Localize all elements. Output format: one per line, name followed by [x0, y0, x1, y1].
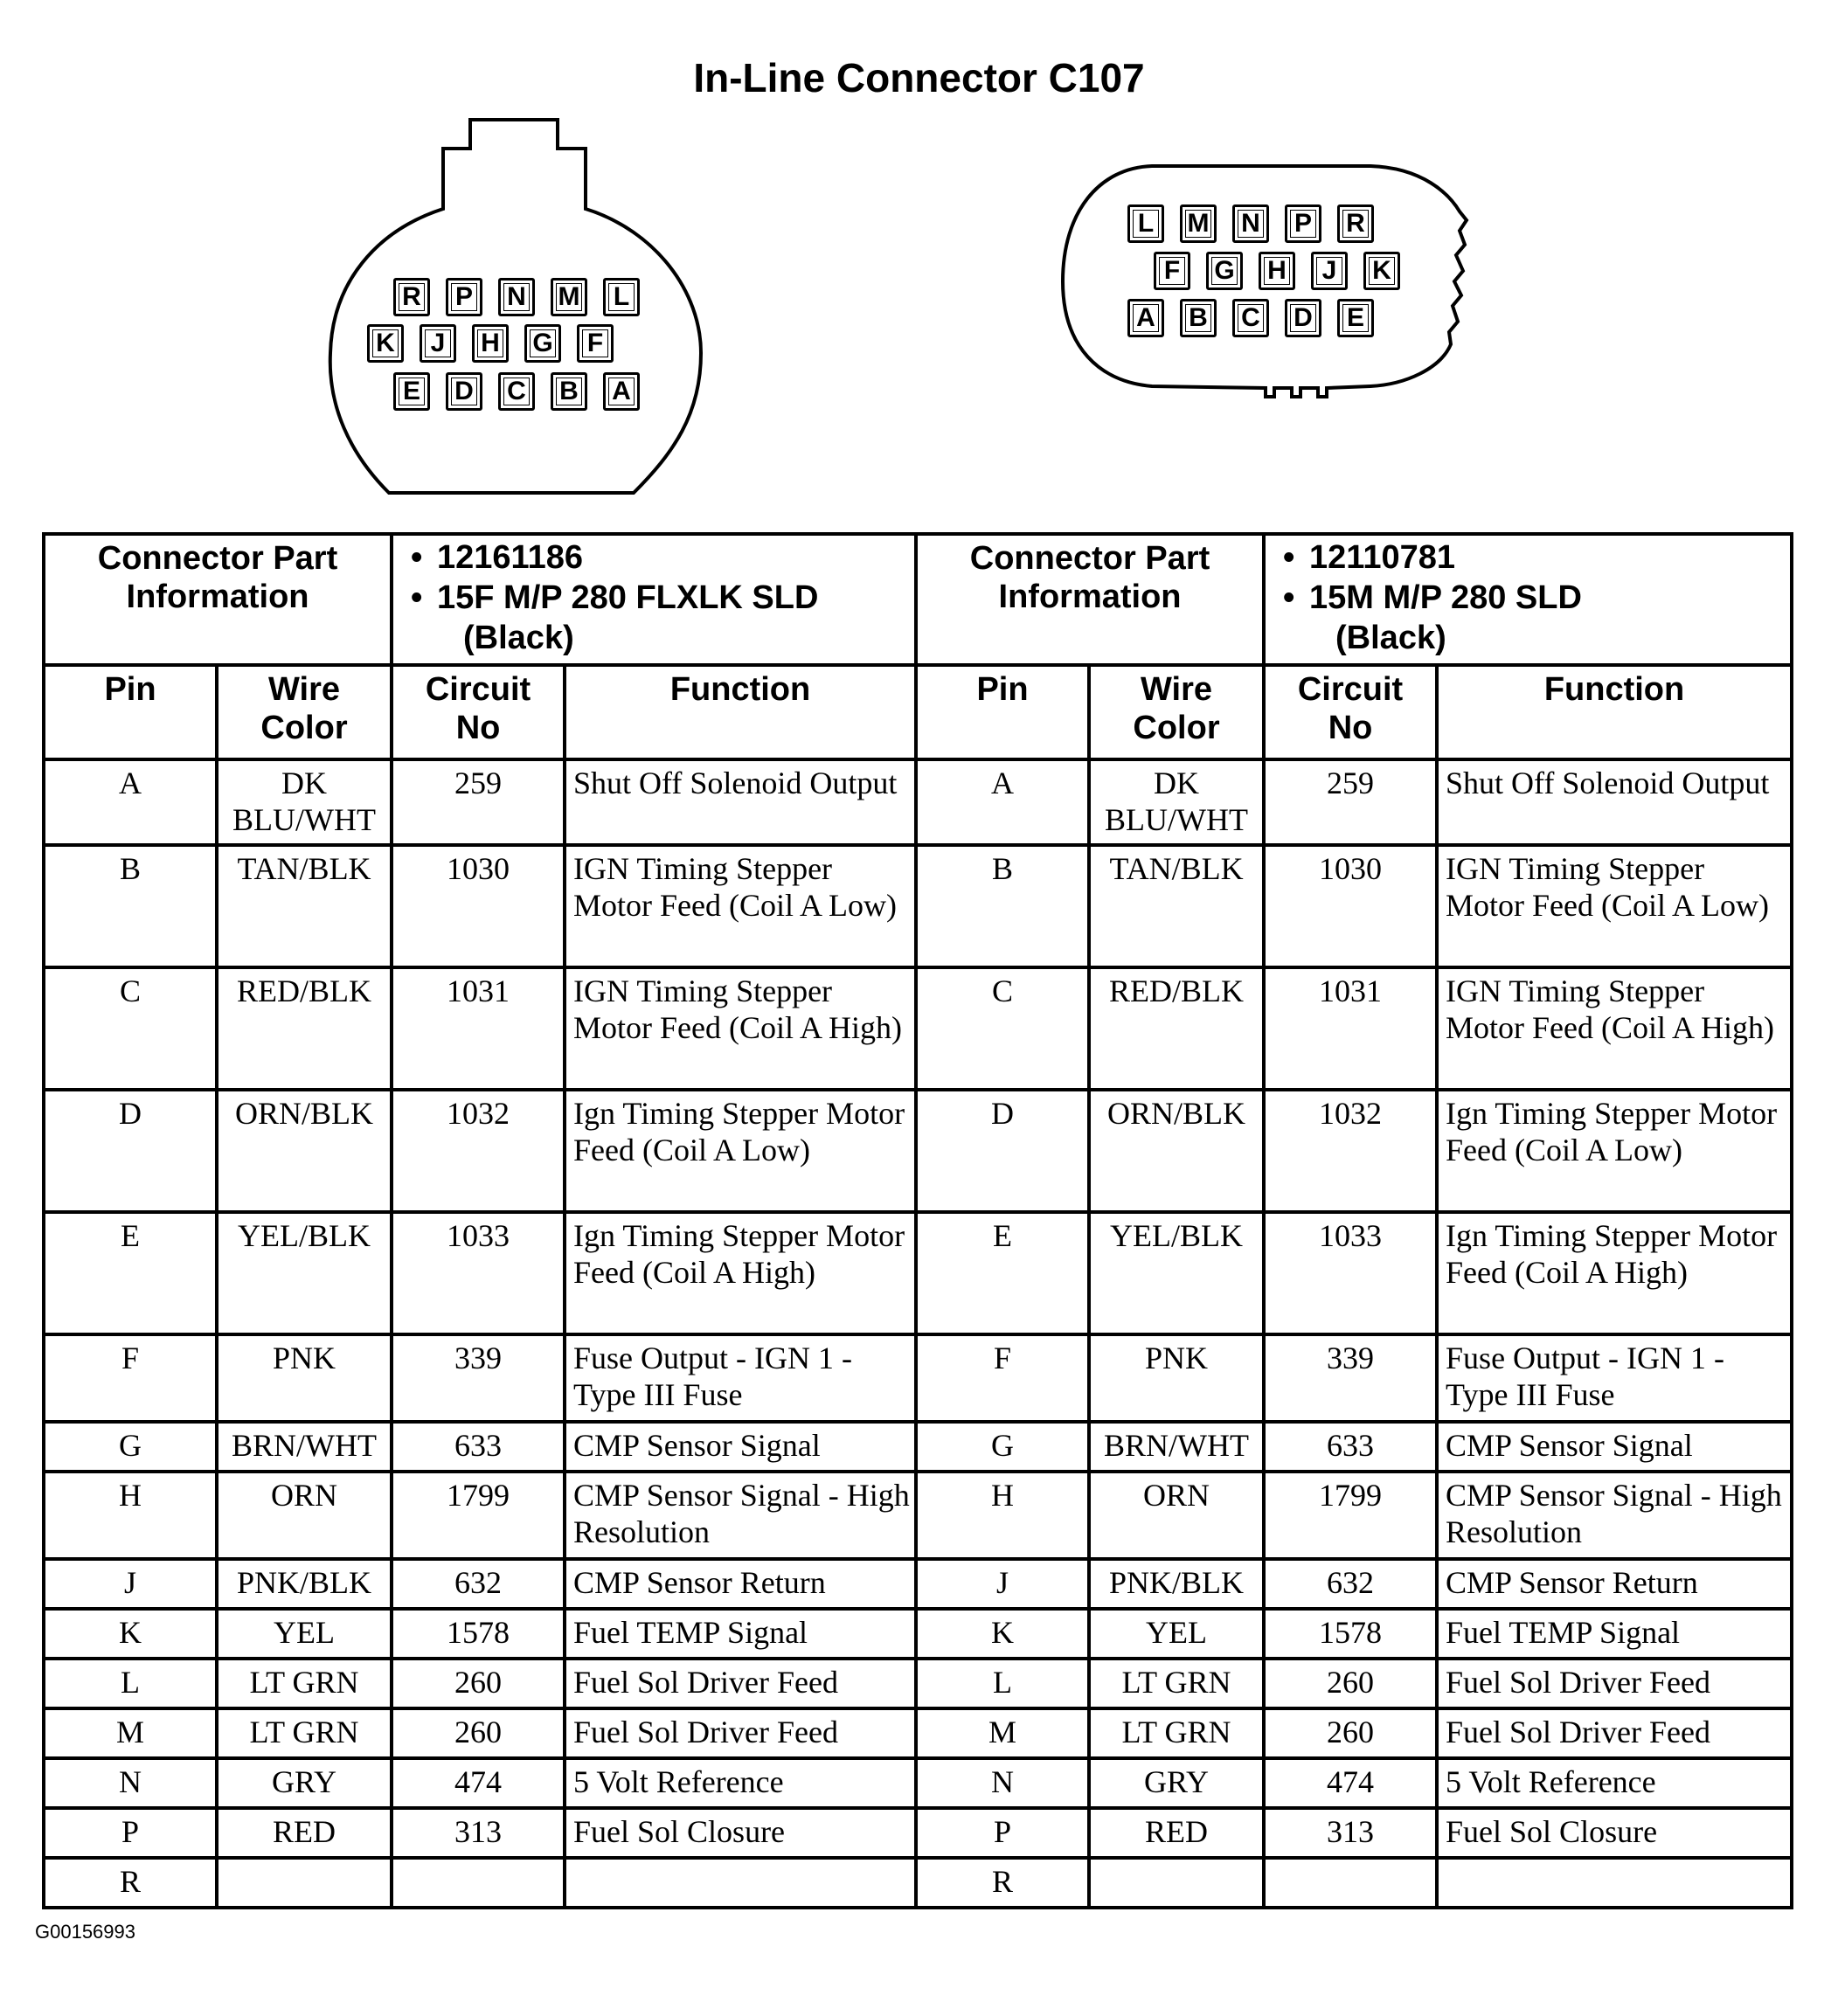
- right-function-cell: Fuel Sol Closure: [1437, 1808, 1792, 1858]
- right-pin-b: B: [1180, 299, 1217, 337]
- right-circuit-cell: 1031: [1264, 967, 1437, 1090]
- header-pin: Pin: [916, 665, 1089, 759]
- right-function-cell: Ign Timing Stepper Motor Feed (Coil A High): [1437, 1212, 1792, 1334]
- part-label-line1: Connector Part: [969, 540, 1210, 577]
- left-pin-l: L: [603, 278, 640, 316]
- left-circuit-cell: 339: [392, 1334, 565, 1422]
- left-function-cell: Fuel Sol Driver Feed: [565, 1708, 916, 1758]
- table-row: [44, 1472, 1792, 1559]
- right-function-cell: Fuse Output - IGN 1 - Type III Fuse: [1437, 1334, 1792, 1422]
- table-row: [44, 1858, 1792, 1908]
- right-wire-cell: PNK: [1089, 1334, 1264, 1422]
- left-part-info: [392, 534, 916, 665]
- left-pin-cell: J: [44, 1559, 217, 1609]
- right-wire-cell: ORN: [1089, 1472, 1264, 1559]
- table-row: [44, 1212, 1792, 1334]
- right-pin-cell: N: [916, 1758, 1089, 1808]
- header-wire-color: Wire Color: [217, 665, 392, 759]
- left-wire-cell: PNK: [217, 1334, 392, 1422]
- right-circuit-cell: 260: [1264, 1659, 1437, 1708]
- header-pin: Pin: [44, 665, 217, 759]
- table-row: [44, 1758, 1792, 1808]
- left-wire-cell: ORN: [217, 1472, 392, 1559]
- right-wire-cell: RED: [1089, 1808, 1264, 1858]
- left-wire-cell: LT GRN: [217, 1708, 392, 1758]
- header-wire-color: Wire Color: [1089, 665, 1264, 759]
- left-wire-cell: GRY: [217, 1758, 392, 1808]
- table-row: [44, 1659, 1792, 1708]
- right-pin-f: F: [1154, 252, 1190, 290]
- left-pin-e: E: [393, 372, 430, 411]
- right-pin-cell: J: [916, 1559, 1089, 1609]
- left-part-color: (Black): [463, 620, 574, 656]
- right-pin-k: K: [1363, 252, 1400, 290]
- right-circuit-cell: 633: [1264, 1422, 1437, 1472]
- left-circuit-cell: 1799: [392, 1472, 565, 1559]
- table-row: [44, 845, 1792, 967]
- left-part-desc: • 15F M/P 280 FLXLK SLD: [437, 578, 914, 618]
- left-pin-cell: A: [44, 759, 217, 845]
- left-part-number: • 12161186: [437, 537, 914, 578]
- right-pin-cell: D: [916, 1090, 1089, 1212]
- header-function: Function: [565, 665, 916, 759]
- left-function-cell: Fuse Output - IGN 1 - Type III Fuse: [565, 1334, 916, 1422]
- right-pin-n: N: [1232, 204, 1269, 243]
- part-label-line2: Information: [998, 578, 1182, 615]
- left-wire-cell: BRN/WHT: [217, 1422, 392, 1472]
- left-circuit-cell: 260: [392, 1708, 565, 1758]
- table-row: [44, 1422, 1792, 1472]
- right-pin-cell: H: [916, 1472, 1089, 1559]
- left-function-cell: Fuel Sol Closure: [565, 1808, 916, 1858]
- right-circuit-cell: 632: [1264, 1559, 1437, 1609]
- left-wire-cell: ORN/BLK: [217, 1090, 392, 1212]
- right-pin-a: A: [1127, 299, 1164, 337]
- left-wire-cell: DK BLU/WHT: [217, 759, 392, 845]
- left-pin-cell: M: [44, 1708, 217, 1758]
- table-row: [44, 1559, 1792, 1609]
- right-function-cell: CMP Sensor Return: [1437, 1559, 1792, 1609]
- left-pin-d: D: [446, 372, 482, 411]
- header-function: Function: [1437, 665, 1792, 759]
- right-function-cell: Ign Timing Stepper Motor Feed (Coil A Low): [1437, 1090, 1792, 1212]
- header-circuit-no: Circuit No: [392, 665, 565, 759]
- right-circuit-cell: 339: [1264, 1334, 1437, 1422]
- left-circuit-cell: 474: [392, 1758, 565, 1808]
- right-function-cell: Fuel TEMP Signal: [1437, 1609, 1792, 1659]
- right-circuit-cell: 1032: [1264, 1090, 1437, 1212]
- right-pin-j: J: [1311, 252, 1348, 290]
- left-wire-cell: RED/BLK: [217, 967, 392, 1090]
- left-connector-diagram: [323, 117, 708, 498]
- header-circuit-no: Circuit No: [1264, 665, 1437, 759]
- left-function-cell: 5 Volt Reference: [565, 1758, 916, 1808]
- right-pin-m: M: [1180, 204, 1217, 243]
- left-function-cell: CMP Sensor Signal - High Resolution: [565, 1472, 916, 1559]
- left-pin-m: M: [551, 278, 587, 316]
- left-function-cell: IGN Timing Stepper Motor Feed (Coil A Low): [565, 845, 916, 967]
- left-pin-cell: C: [44, 967, 217, 1090]
- right-wire-cell: YEL/BLK: [1089, 1212, 1264, 1334]
- right-pin-cell: A: [916, 759, 1089, 845]
- left-pin-cell: K: [44, 1609, 217, 1659]
- right-wire-cell: GRY: [1089, 1758, 1264, 1808]
- right-circuit-cell: 1578: [1264, 1609, 1437, 1659]
- left-pin-h: H: [472, 324, 509, 363]
- right-wire-cell: LT GRN: [1089, 1708, 1264, 1758]
- table-row: [44, 1334, 1792, 1422]
- right-pin-cell: G: [916, 1422, 1089, 1472]
- left-circuit-cell: 1032: [392, 1090, 565, 1212]
- right-pin-p: P: [1285, 204, 1321, 243]
- right-wire-cell: ORN/BLK: [1089, 1090, 1264, 1212]
- left-circuit-cell: 1031: [392, 967, 565, 1090]
- column-header-row: [44, 665, 1792, 759]
- left-circuit-cell: 259: [392, 759, 565, 845]
- left-pin-cell: N: [44, 1758, 217, 1808]
- left-function-cell: IGN Timing Stepper Motor Feed (Coil A High): [565, 967, 916, 1090]
- right-pin-cell: L: [916, 1659, 1089, 1708]
- left-pin-c: C: [498, 372, 535, 411]
- right-function-cell: [1437, 1858, 1792, 1908]
- left-pin-n: N: [498, 278, 535, 316]
- left-function-cell: CMP Sensor Signal: [565, 1422, 916, 1472]
- table-row: [44, 1708, 1792, 1758]
- left-pin-b: B: [551, 372, 587, 411]
- left-circuit-cell: 632: [392, 1559, 565, 1609]
- figure-code: G00156993: [35, 1921, 135, 1943]
- right-pin-cell: F: [916, 1334, 1089, 1422]
- left-pin-p: P: [446, 278, 482, 316]
- left-function-cell: Fuel Sol Driver Feed: [565, 1659, 916, 1708]
- table-row: [44, 1090, 1792, 1212]
- left-circuit-cell: 633: [392, 1422, 565, 1472]
- left-wire-cell: YEL/BLK: [217, 1212, 392, 1334]
- right-pin-cell: K: [916, 1609, 1089, 1659]
- table-row: [44, 759, 1792, 845]
- left-pin-cell: H: [44, 1472, 217, 1559]
- left-pin-cell: G: [44, 1422, 217, 1472]
- left-pin-cell: P: [44, 1808, 217, 1858]
- diagram-title: In-Line Connector C107: [693, 55, 1145, 100]
- right-function-cell: Shut Off Solenoid Output: [1437, 759, 1792, 845]
- right-circuit-cell: 1033: [1264, 1212, 1437, 1334]
- right-pin-e: E: [1337, 299, 1374, 337]
- right-pin-cell: P: [916, 1808, 1089, 1858]
- left-function-cell: CMP Sensor Return: [565, 1559, 916, 1609]
- right-pin-cell: R: [916, 1858, 1089, 1908]
- right-wire-cell: PNK/BLK: [1089, 1559, 1264, 1609]
- right-pin-cell: E: [916, 1212, 1089, 1334]
- left-wire-cell: YEL: [217, 1609, 392, 1659]
- right-part-label: [916, 534, 1264, 665]
- left-pin-cell: F: [44, 1334, 217, 1422]
- left-circuit-cell: 1030: [392, 845, 565, 967]
- right-pin-l: L: [1127, 204, 1164, 243]
- right-wire-cell: TAN/BLK: [1089, 845, 1264, 967]
- right-pin-c: C: [1232, 299, 1269, 337]
- left-wire-cell: RED: [217, 1808, 392, 1858]
- right-wire-cell: DK BLU/WHT: [1089, 759, 1264, 845]
- right-pin-cell: B: [916, 845, 1089, 967]
- left-function-cell: Ign Timing Stepper Motor Feed (Coil A High): [565, 1212, 916, 1334]
- right-circuit-cell: 474: [1264, 1758, 1437, 1808]
- right-wire-cell: RED/BLK: [1089, 967, 1264, 1090]
- part-info-row: [44, 534, 1792, 665]
- right-function-cell: CMP Sensor Signal - High Resolution: [1437, 1472, 1792, 1559]
- right-pin-cell: C: [916, 967, 1089, 1090]
- right-pin-g: G: [1206, 252, 1243, 290]
- right-part-info: [1264, 534, 1792, 665]
- right-circuit-cell: 1799: [1264, 1472, 1437, 1559]
- right-pin-cell: M: [916, 1708, 1089, 1758]
- right-pin-r: R: [1337, 204, 1374, 243]
- right-connector-diagram: [1056, 159, 1475, 411]
- table-row: [44, 967, 1792, 1090]
- left-circuit-cell: 1578: [392, 1609, 565, 1659]
- right-pin-d: D: [1285, 299, 1321, 337]
- left-wire-cell: TAN/BLK: [217, 845, 392, 967]
- left-wire-cell: LT GRN: [217, 1659, 392, 1708]
- left-circuit-cell: 313: [392, 1808, 565, 1858]
- left-pin-r: R: [393, 278, 430, 316]
- right-function-cell: CMP Sensor Signal: [1437, 1422, 1792, 1472]
- right-function-cell: IGN Timing Stepper Motor Feed (Coil A High): [1437, 967, 1792, 1090]
- right-circuit-cell: 1030: [1264, 845, 1437, 967]
- right-function-cell: Fuel Sol Driver Feed: [1437, 1708, 1792, 1758]
- left-function-cell: Fuel TEMP Signal: [565, 1609, 916, 1659]
- left-pin-k: K: [367, 324, 404, 363]
- left-wire-cell: PNK/BLK: [217, 1559, 392, 1609]
- left-circuit-cell: [392, 1858, 565, 1908]
- left-function-cell: Ign Timing Stepper Motor Feed (Coil A Low): [565, 1090, 916, 1212]
- right-function-cell: 5 Volt Reference: [1437, 1758, 1792, 1808]
- right-circuit-cell: [1264, 1858, 1437, 1908]
- right-circuit-cell: 260: [1264, 1708, 1437, 1758]
- left-pin-cell: L: [44, 1659, 217, 1708]
- right-pin-h: H: [1259, 252, 1295, 290]
- left-circuit-cell: 260: [392, 1659, 565, 1708]
- table-row: [44, 1808, 1792, 1858]
- left-pin-f: F: [577, 324, 614, 363]
- part-label-line1: Connector Part: [97, 540, 338, 577]
- left-part-label: [44, 534, 392, 665]
- right-part-desc: • 15M M/P 280 SLD: [1309, 578, 1790, 618]
- left-pin-j: J: [420, 324, 456, 363]
- right-part-color: (Black): [1335, 620, 1446, 656]
- right-wire-cell: LT GRN: [1089, 1659, 1264, 1708]
- connector-pinout-table: [42, 532, 1793, 1909]
- right-part-number: • 12110781: [1309, 537, 1790, 578]
- table-row: [44, 1609, 1792, 1659]
- left-pin-g: G: [524, 324, 561, 363]
- right-circuit-cell: 259: [1264, 759, 1437, 845]
- right-wire-cell: YEL: [1089, 1609, 1264, 1659]
- right-wire-cell: BRN/WHT: [1089, 1422, 1264, 1472]
- left-pin-cell: R: [44, 1858, 217, 1908]
- right-function-cell: Fuel Sol Driver Feed: [1437, 1659, 1792, 1708]
- left-pin-cell: D: [44, 1090, 217, 1212]
- left-function-cell: [565, 1858, 916, 1908]
- left-circuit-cell: 1033: [392, 1212, 565, 1334]
- right-wire-cell: [1089, 1858, 1264, 1908]
- right-circuit-cell: 313: [1264, 1808, 1437, 1858]
- left-pin-a: A: [603, 372, 640, 411]
- left-pin-cell: B: [44, 845, 217, 967]
- left-wire-cell: [217, 1858, 392, 1908]
- right-function-cell: IGN Timing Stepper Motor Feed (Coil A Low): [1437, 845, 1792, 967]
- left-pin-cell: E: [44, 1212, 217, 1334]
- left-function-cell: Shut Off Solenoid Output: [565, 759, 916, 845]
- part-label-line2: Information: [126, 578, 309, 615]
